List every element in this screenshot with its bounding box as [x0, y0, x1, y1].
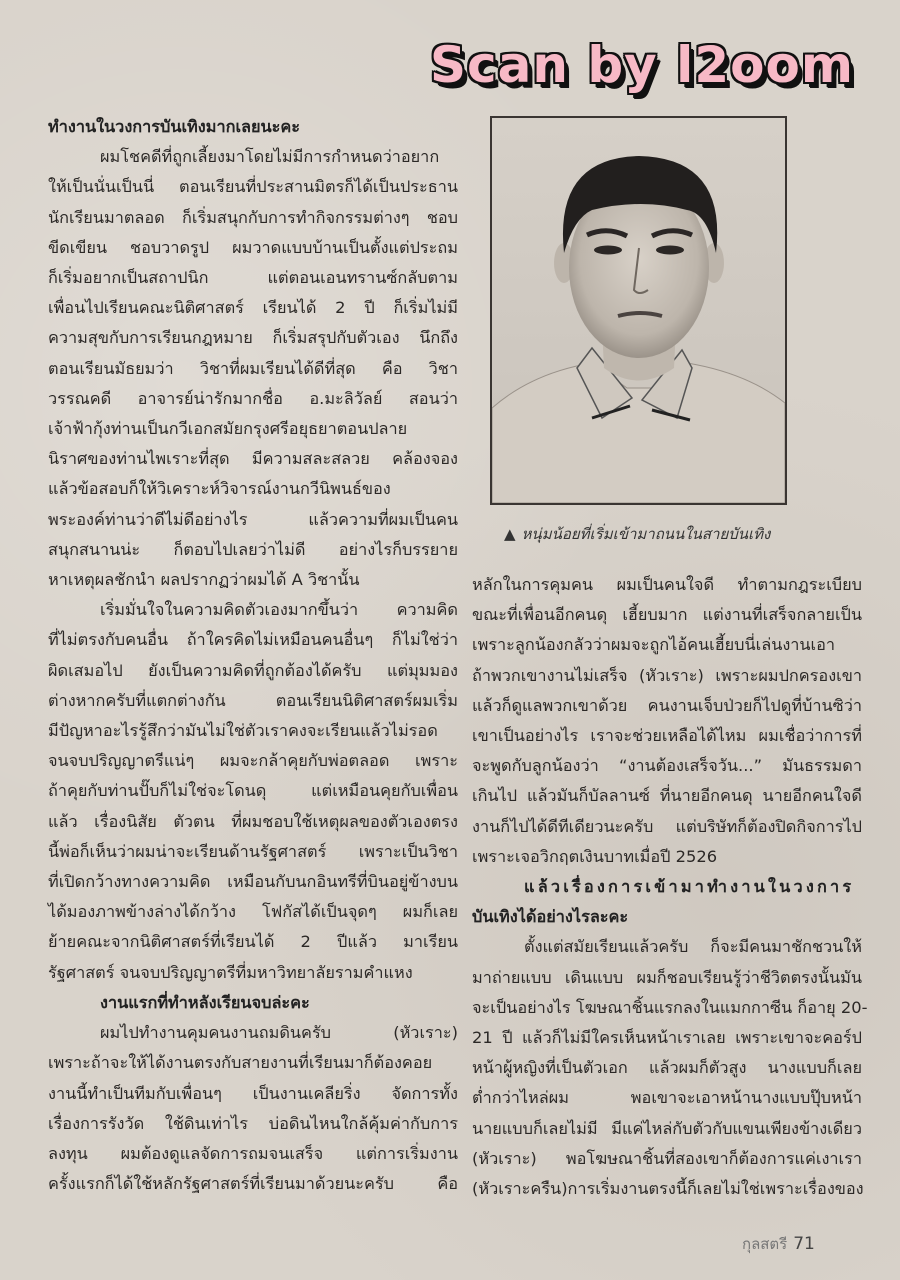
text-line: ครั้งแรกก็ได้ใช้หลักรัฐศาสตร์ที่เรียนมาด้วยนะครับ คือ — [48, 1174, 458, 1194]
interview-question: ทำงานในวงการบันเทิงมากเลยนะคะ — [48, 117, 301, 136]
text-line: หาเหตุผลชักนำ ผลปรากฏว่าผมได้ A วิชานั้น — [48, 570, 360, 590]
text-line: ขีดเขียน ชอบวาดรูป ผมวาดแบบบ้านเป็นตั้งแต่ประถม — [48, 237, 458, 257]
text-line: รัฐศาสตร์ จนจบปริญญาตรีที่มหาวิทยาลัยรามคำแหง — [48, 962, 413, 982]
photo-caption — [504, 522, 770, 546]
text-line: ตอนเรียนมัธยมว่า วิชาที่ผมเรียนได้ดีที่สุด คือ วิชา — [48, 358, 458, 378]
text-line: ก็เริ่มอยากเป็นสถาปนิก แต่ตอนเอนทรานซ์กลับตาม — [48, 268, 458, 288]
text-line: ที่เปิดกว้างทางความคิด เหมือนกับนกอินทรีที่บินอยู่ข้างบน — [48, 872, 458, 892]
text-line: หลักในการคุมคน ผมเป็นคนใจดี ทำตามกฎระเบียบ — [472, 575, 862, 594]
text-line: งานก็ไปได้ดีทีเดียวนะครับ แต่บริษัทก็ต้องปิดกิจการไป — [472, 816, 862, 836]
text-line: จนจบปริญญาตรีแน่ๆ ผมจะกล้าคุยกับพ่อตลอด เพราะ — [48, 751, 458, 771]
text-line: ได้มองภาพข้างล่างได้กว้าง โฟกัสได้เป็นจุดๆ ผมก็เลย — [48, 902, 458, 922]
text-line: แล้วก็ดูแลพวกเขาด้วย คนงานเจ็บป่วยก็ไปดูที่บ้านซิว่า — [472, 695, 862, 715]
interview-question: งานแรกที่ทำหลังเรียนจบล่ะคะ — [100, 992, 310, 1012]
portrait-illustration — [492, 118, 785, 503]
portrait-photo — [490, 116, 787, 505]
text-line: เขาเป็นอย่างไร เราจะช่วยเหลือได้ไหม ผมเชื่อว่าการที่ — [472, 726, 862, 746]
magazine-name: กุลสตรี — [742, 1235, 788, 1253]
text-line: พระองค์ท่านว่าดีไม่ดีอย่างไร แล้วความที่ผมเป็นคน — [48, 509, 458, 529]
text-line: นิราศของท่านไพเราะที่สุด มีความสละสลวย คล้องจอง — [48, 449, 458, 469]
text-line: สนุกสนานน่ะ ก็ตอบไปเลยว่าไม่ดี อย่างไรก็บรรยาย — [48, 539, 458, 559]
page-footer — [742, 1232, 815, 1256]
text-line: ขณะที่เพื่อนอีกคนดุ เฮี้ยบมาก แต่งานที่เสร็จกลายเป็น — [472, 605, 862, 625]
text-line: หน้าผู้หญิงที่เป็นตัวเอก แล้วผมก็ตัวสูง นางแบบก็เลย — [472, 1058, 862, 1078]
interview-question: แล้วเรื่องการเข้ามาทำงานในวงการ — [524, 877, 855, 897]
text-line: จะเป็นอย่างไร โฆษณาชิ้นแรกลงในแมกกาซีน ก็อายุ 20- — [472, 997, 868, 1017]
text-line: ย้ายคณะจากนิติศาสตร์ที่เรียนได้ 2 ปีแล้ว มาเรียน — [48, 932, 458, 952]
text-line: งานนี้ทำเป็นทีมกับเพื่อนๆ เป็นงานเคลียริ่ง จัดการทั้ง — [48, 1083, 458, 1103]
right-column — [472, 570, 868, 1204]
text-line: เพราะถ้าจะให้ได้งานตรงกับสายงานที่เรียนมาก็ต้องคอย — [48, 1053, 433, 1073]
text-line: จะพูดกับลูกน้องว่า “งานต้องเสร็จวัน...” มันธรรมดา — [472, 756, 862, 776]
text-line: ผิดเสมอไป ยังเป็นความคิดที่ถูกต้องได้ครับ แต่มุมมอง — [48, 660, 458, 680]
text-line: แล้ว เรื่องนิสัย ตัวตน ที่ผมชอบใช้เหตุผลของตัวเองตรง — [48, 811, 458, 831]
text-line: ความสุขกับการเรียนกฎหมาย ก็เริ่มสรุปกับตัวเอง นึกถึง — [48, 328, 458, 348]
paragraph-start: ผมโชคดีที่ถูกเลี้ยงมาโดยไม่มีการกำหนดว่าอยาก — [100, 147, 440, 167]
text-line: ต่างหากครับที่แตกต่างกัน ตอนเรียนนิติศาสตร์ผมเริ่ม — [48, 690, 458, 710]
text-line: นายแบบก็เลยไม่มี มีแค่ไหล่กับตัวกับแขนเพียงข้างเดียว — [472, 1118, 862, 1138]
text-line: ถ้าคุยกับท่านปั๊บก็ไม่ใช่จะโดนดุ แต่เหมือนคุยกับเพื่อน — [48, 781, 458, 801]
text-line: มีปัญหาอะไรรู้สึกว่ามันไม่ใช่ตัวเราคงจะเรียนแล้วไม่รอด — [48, 721, 438, 741]
text-line: เจ้าฟ้ากุ้งท่านเป็นกวีเอกสมัยกรุงศรีอยุธยาตอนปลาย — [48, 419, 408, 439]
text-line: นักเรียนมาตลอด ก็เริ่มสนุกกับการทำกิจกรรมต่างๆ ชอบ — [48, 207, 458, 227]
paragraph-start: ตั้งแต่สมัยเรียนแล้วครับ ก็จะมีคนมาชักชวนให้ — [524, 937, 862, 957]
text-line: นี้พ่อก็เห็นว่าผมน่าจะเรียนด้านรัฐศาสตร์ เพราะเป็นวิชา — [48, 841, 458, 861]
text-line: ลงทุน ผมต้องดูแลจัดการถมจนเสร็จ แต่การเริ่มงาน — [48, 1143, 458, 1163]
watermark: Scan by l2oom — [430, 36, 854, 94]
paragraph-start: ผมไปทำงานคุมคนงานถมดินครับ (หัวเราะ) — [100, 1023, 458, 1043]
left-column — [48, 112, 458, 1199]
text-line: เพื่อนไปเรียนคณะนิติศาสตร์ เรียนได้ 2 ปี ก็เริ่มไม่มี — [48, 298, 458, 318]
triangle-icon: ▲ — [504, 525, 516, 543]
text-line: แล้วข้อสอบก็ให้วิเคราะห์วิจารณ์งานกวีนิพนธ์ของ — [48, 479, 391, 499]
text-line: (หัวเราะครืน)การเริ่มงานตรงนี้ก็เลยไม่ใช่เพราะเรื่องของ — [472, 1179, 864, 1199]
text-line: ที่ไม่ตรงกับคนอื่น ถ้าใครคิดไม่เหมือนคนอื่นๆ ก็ไม่ใช่ว่า — [48, 630, 458, 650]
text-line: วรรณคดี อาจารย์น่ารักมากชื่อ อ.มะลิวัลย์ สอนว่า — [48, 388, 458, 408]
text-line: เกินไป แล้วมันก็บัลลานซ์ ที่นายอีกคนดุ นายอีกคนใจดี — [472, 786, 862, 806]
caption-text: หนุ่มน้อยที่เริ่มเข้ามาถนนในสายบันเทิง — [521, 525, 771, 543]
text-line: ต่ำกว่าไหล่ผม พอเขาจะเอาหน้านางแบบปุ๊บหน้า — [472, 1088, 862, 1108]
text-line: เพราะลูกน้องกลัวว่าผมจะถูกไอ้คนเฮี้ยบนี่เล่นงานเอา — [472, 635, 836, 655]
page-number: 71 — [793, 1234, 815, 1254]
text-line: 21 ปี แล้วก็ไม่มีใครเห็นหน้าเราเลย เพราะเขาจะคอร์ป — [472, 1028, 862, 1048]
text-line: มาถ่ายแบบ เดินแบบ ผมก็ชอบเรียนรู้ว่าชีวิตตรงนั้นมัน — [472, 967, 862, 987]
paragraph-start: เริ่มมั่นใจในความคิดตัวเองมากขึ้นว่า ความคิด — [100, 600, 458, 620]
text-line: (หัวเราะ) พอโฆษณาชิ้นที่สองเขาก็ต้องการแค่เงาเรา — [472, 1148, 862, 1168]
interview-question: บันเทิงได้อย่างไรละคะ — [472, 907, 629, 927]
text-line: ให้เป็นนั่นเป็นนี่ ตอนเรียนที่ประสานมิตรก็ได้เป็นประธาน — [48, 177, 458, 197]
text-line: เรื่องการรังวัด ใช้ดินเท่าไร บ่อดินไหนใกล้คุ้มค่ากับการ — [48, 1113, 458, 1133]
text-line: เพราะเจอวิกฤตเงินบาทเมื่อปี 2526 — [472, 846, 718, 866]
text-line: ถ้าพวกเขางานไม่เสร็จ (หัวเราะ) เพราะผมปกครองเขา — [472, 665, 862, 685]
